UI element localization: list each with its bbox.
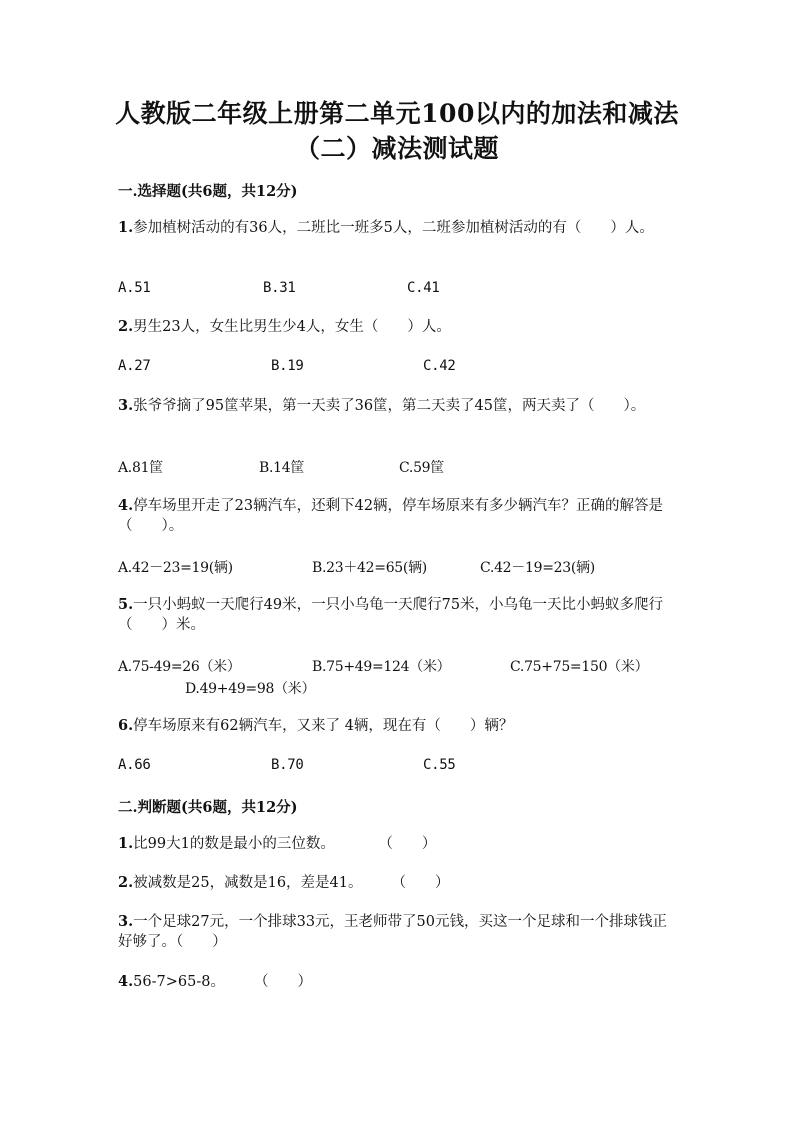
option-c: C.75+75=150（米）: [510, 659, 649, 675]
page-subtitle: （二）减法测试题: [294, 134, 499, 163]
option-a: A.51: [118, 280, 151, 296]
question-text: 停车场里开走了23辆汽车，还剩下42辆，停车场原来有多少辆汽车？正确的解答是（ ）。: [118, 498, 664, 534]
option-a: A.27: [118, 358, 151, 374]
question-number: 4.: [118, 497, 134, 514]
question-number: 1.: [118, 835, 134, 852]
question-text: 男生23人，女生比男生少4人，女生（ ）人。: [133, 319, 451, 335]
question-6: [118, 716, 678, 736]
judge-question-2: [118, 873, 678, 893]
question-number: 3.: [118, 913, 134, 930]
option-b: B.23＋42=65(辆): [312, 560, 427, 576]
question-text: 张爷爷摘了95筐苹果，第一天卖了36筐，第二天卖了45筐，两天卖了（ ）。: [133, 398, 646, 414]
question-text: 一只小蚂蚁一天爬行49米，一只小乌龟一天爬行75米，小乌龟一天比小蚂蚁多爬行（ ）米。: [118, 597, 664, 633]
question-text: 比99大1的数是最小的三位数。 （ ）: [133, 836, 437, 852]
question-number: 2.: [118, 874, 134, 891]
option-a: A.81筐: [118, 460, 163, 476]
question-number: 4.: [118, 973, 134, 990]
question-4: [118, 496, 678, 536]
option-c: C.42: [423, 358, 456, 374]
question-number: 5.: [118, 596, 134, 613]
option-b: B.70: [271, 757, 304, 773]
question-number: 2.: [118, 318, 134, 335]
question-number: 3.: [118, 397, 134, 414]
option-a: A.66: [118, 757, 151, 773]
section-heading-choice: 一.选择题(共6题，共12分): [118, 183, 298, 200]
question-1: [118, 218, 678, 238]
option-b: B.19: [271, 358, 304, 374]
option-b: B.14筐: [259, 460, 305, 476]
judge-question-4: [118, 972, 678, 992]
option-b: B.75+49=124（米）: [312, 659, 451, 675]
option-a: A.42－23=19(辆): [118, 560, 233, 576]
question-3: [118, 396, 678, 416]
question-text: 参加植树活动的有36人，二班比一班多5人，二班参加植树活动的有（ ）人。: [133, 220, 654, 236]
question-number: 6.: [118, 717, 134, 734]
judge-question-3: [118, 912, 678, 952]
question-number: 1.: [118, 219, 134, 236]
section-heading-judge: 二.判断题(共6题，共12分): [118, 799, 298, 816]
option-c: C.41: [407, 280, 440, 296]
option-d: D.49+49=98（米）: [185, 681, 316, 697]
option-c: C.55: [423, 757, 456, 773]
option-b: B.31: [263, 280, 296, 296]
option-c: C.59筐: [399, 460, 444, 476]
question-5: [118, 595, 678, 635]
option-a: A.75-49=26（米）: [118, 659, 241, 675]
question-text: 停车场原来有62辆汽车，又来了 4辆，现在有（ ）辆？: [133, 718, 514, 734]
question-2: [118, 317, 678, 337]
option-c: C.42－19=23(辆): [480, 560, 595, 576]
judge-question-1: [118, 834, 678, 854]
question-text: 被减数是25，减数是16，差是41。 （ ）: [133, 875, 450, 891]
page-title: 人教版二年级上册第二单元100以内的加法和减法: [115, 99, 679, 128]
question-text: 一个足球27元，一个排球33元，王老师带了50元钱，买这一个足球和一个排球钱正好够了。（ ）: [118, 914, 667, 950]
question-text: 56-7>65-8。 （ ）: [133, 974, 312, 990]
